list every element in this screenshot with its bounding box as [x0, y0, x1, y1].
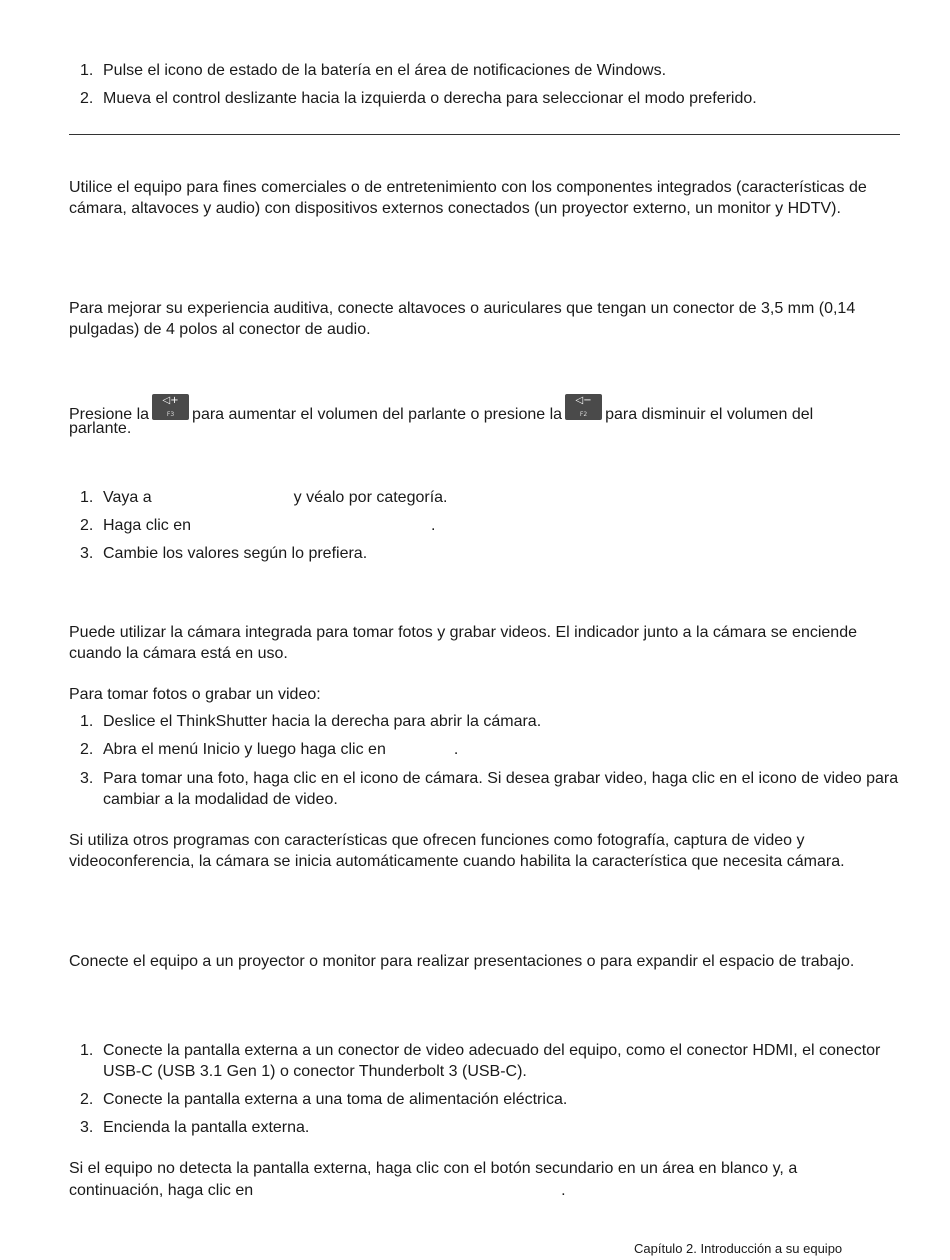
list-number: 2. — [80, 90, 94, 107]
camera-intro: Para tomar fotos o grabar un video: — [69, 686, 321, 703]
list-text: Vaya a y véalo por categoría. — [103, 489, 448, 506]
list-number: 1. — [80, 62, 94, 79]
volume-down-key-icon: ◁− F2 — [565, 394, 602, 420]
section-divider — [69, 134, 900, 135]
page-footer — [634, 1241, 842, 1257]
list-number: 1. — [80, 489, 94, 506]
display-note-line-2: continuación, haga clic en . — [69, 1182, 566, 1199]
audio-paragraph: Para mejorar su experiencia auditiva, conecte altavoces o auriculares que tengan un conector de 3,5 mm (0,14 pulgadas) de 4 polos al conector de audio. — [69, 300, 856, 338]
footer-chapter: Capítulo 2. — [634, 1241, 697, 1256]
list-number: 3. — [80, 545, 94, 562]
list-text: Encienda la pantalla externa. — [103, 1119, 310, 1136]
list-number: 2. — [80, 1091, 94, 1108]
volume-up-key-icon: ◁+ F3 — [152, 394, 189, 420]
list-number: 1. — [80, 713, 94, 730]
camera-paragraph: Puede utilizar la cámara integrada para tomar fotos y grabar videos. El indicador junto a la cámara se enciende cuando la cámara está en uso. — [69, 624, 857, 662]
list-text: Para tomar una foto, haga clic en el icono de cámara. Si desea grabar video, haga clic en el icono de video para cambiar a la modalidad de video. — [103, 770, 899, 808]
list-number: 2. — [80, 741, 94, 758]
list-number: 3. — [80, 1119, 94, 1136]
display-note-line-1: Si el equipo no detecta la pantalla externa, haga clic con el botón secundario en un área en blanco y, a — [69, 1160, 798, 1177]
list-text: Haga clic en . — [103, 517, 436, 534]
list-text: Abra el menú Inicio y luego haga clic en . — [103, 741, 459, 758]
volume-text-2: para aumentar el volumen del parlante o presione la — [192, 406, 563, 423]
list-number: 1. — [80, 1042, 94, 1059]
list-number: 2. — [80, 517, 94, 534]
display-paragraph: Conecte el equipo a un proyector o monitor para realizar presentaciones o para expandir el espacio de trabajo. — [69, 953, 855, 970]
list-text: Cambie los valores según lo prefiera. — [103, 545, 368, 562]
volume-text-3: para disminuir el volumen del — [605, 406, 814, 423]
list-number: 3. — [80, 770, 94, 787]
intro-paragraph: Utilice el equipo para fines comerciales o de entretenimiento con los componentes integrados (características de cámara, altavoces y audio) con dispositivos externos conectados (un proyector externo, un monitor y HDTV). — [69, 179, 867, 217]
volume-text-1: Presione la — [69, 406, 150, 423]
volume-text-4: parlante. — [69, 420, 132, 437]
list-text: Conecte la pantalla externa a un conector de video adecuado del equipo, como el conector HDMI, el conector USB-C (USB 3.1 Gen 1) o conector Thunderbolt 3 (USB-C). — [103, 1042, 881, 1080]
footer-title: Introducción a su equipo — [700, 1241, 843, 1256]
list-text: Pulse el icono de estado de la batería en el área de notificaciones de Windows. — [103, 62, 667, 79]
list-text: Deslice el ThinkShutter hacia la derecha para abrir la cámara. — [103, 713, 542, 730]
list-text: Conecte la pantalla externa a una toma de alimentación eléctrica. — [103, 1091, 568, 1108]
list-text: Mueva el control deslizante hacia la izquierda o derecha para seleccionar el modo preferido. — [103, 90, 757, 107]
camera-other-paragraph: Si utiliza otros programas con características que ofrecen funciones como fotografía, captura de video y videoconferencia, la cámara se inicia automáticamente cuando habilita la característica que necesita cámara. — [69, 832, 845, 870]
